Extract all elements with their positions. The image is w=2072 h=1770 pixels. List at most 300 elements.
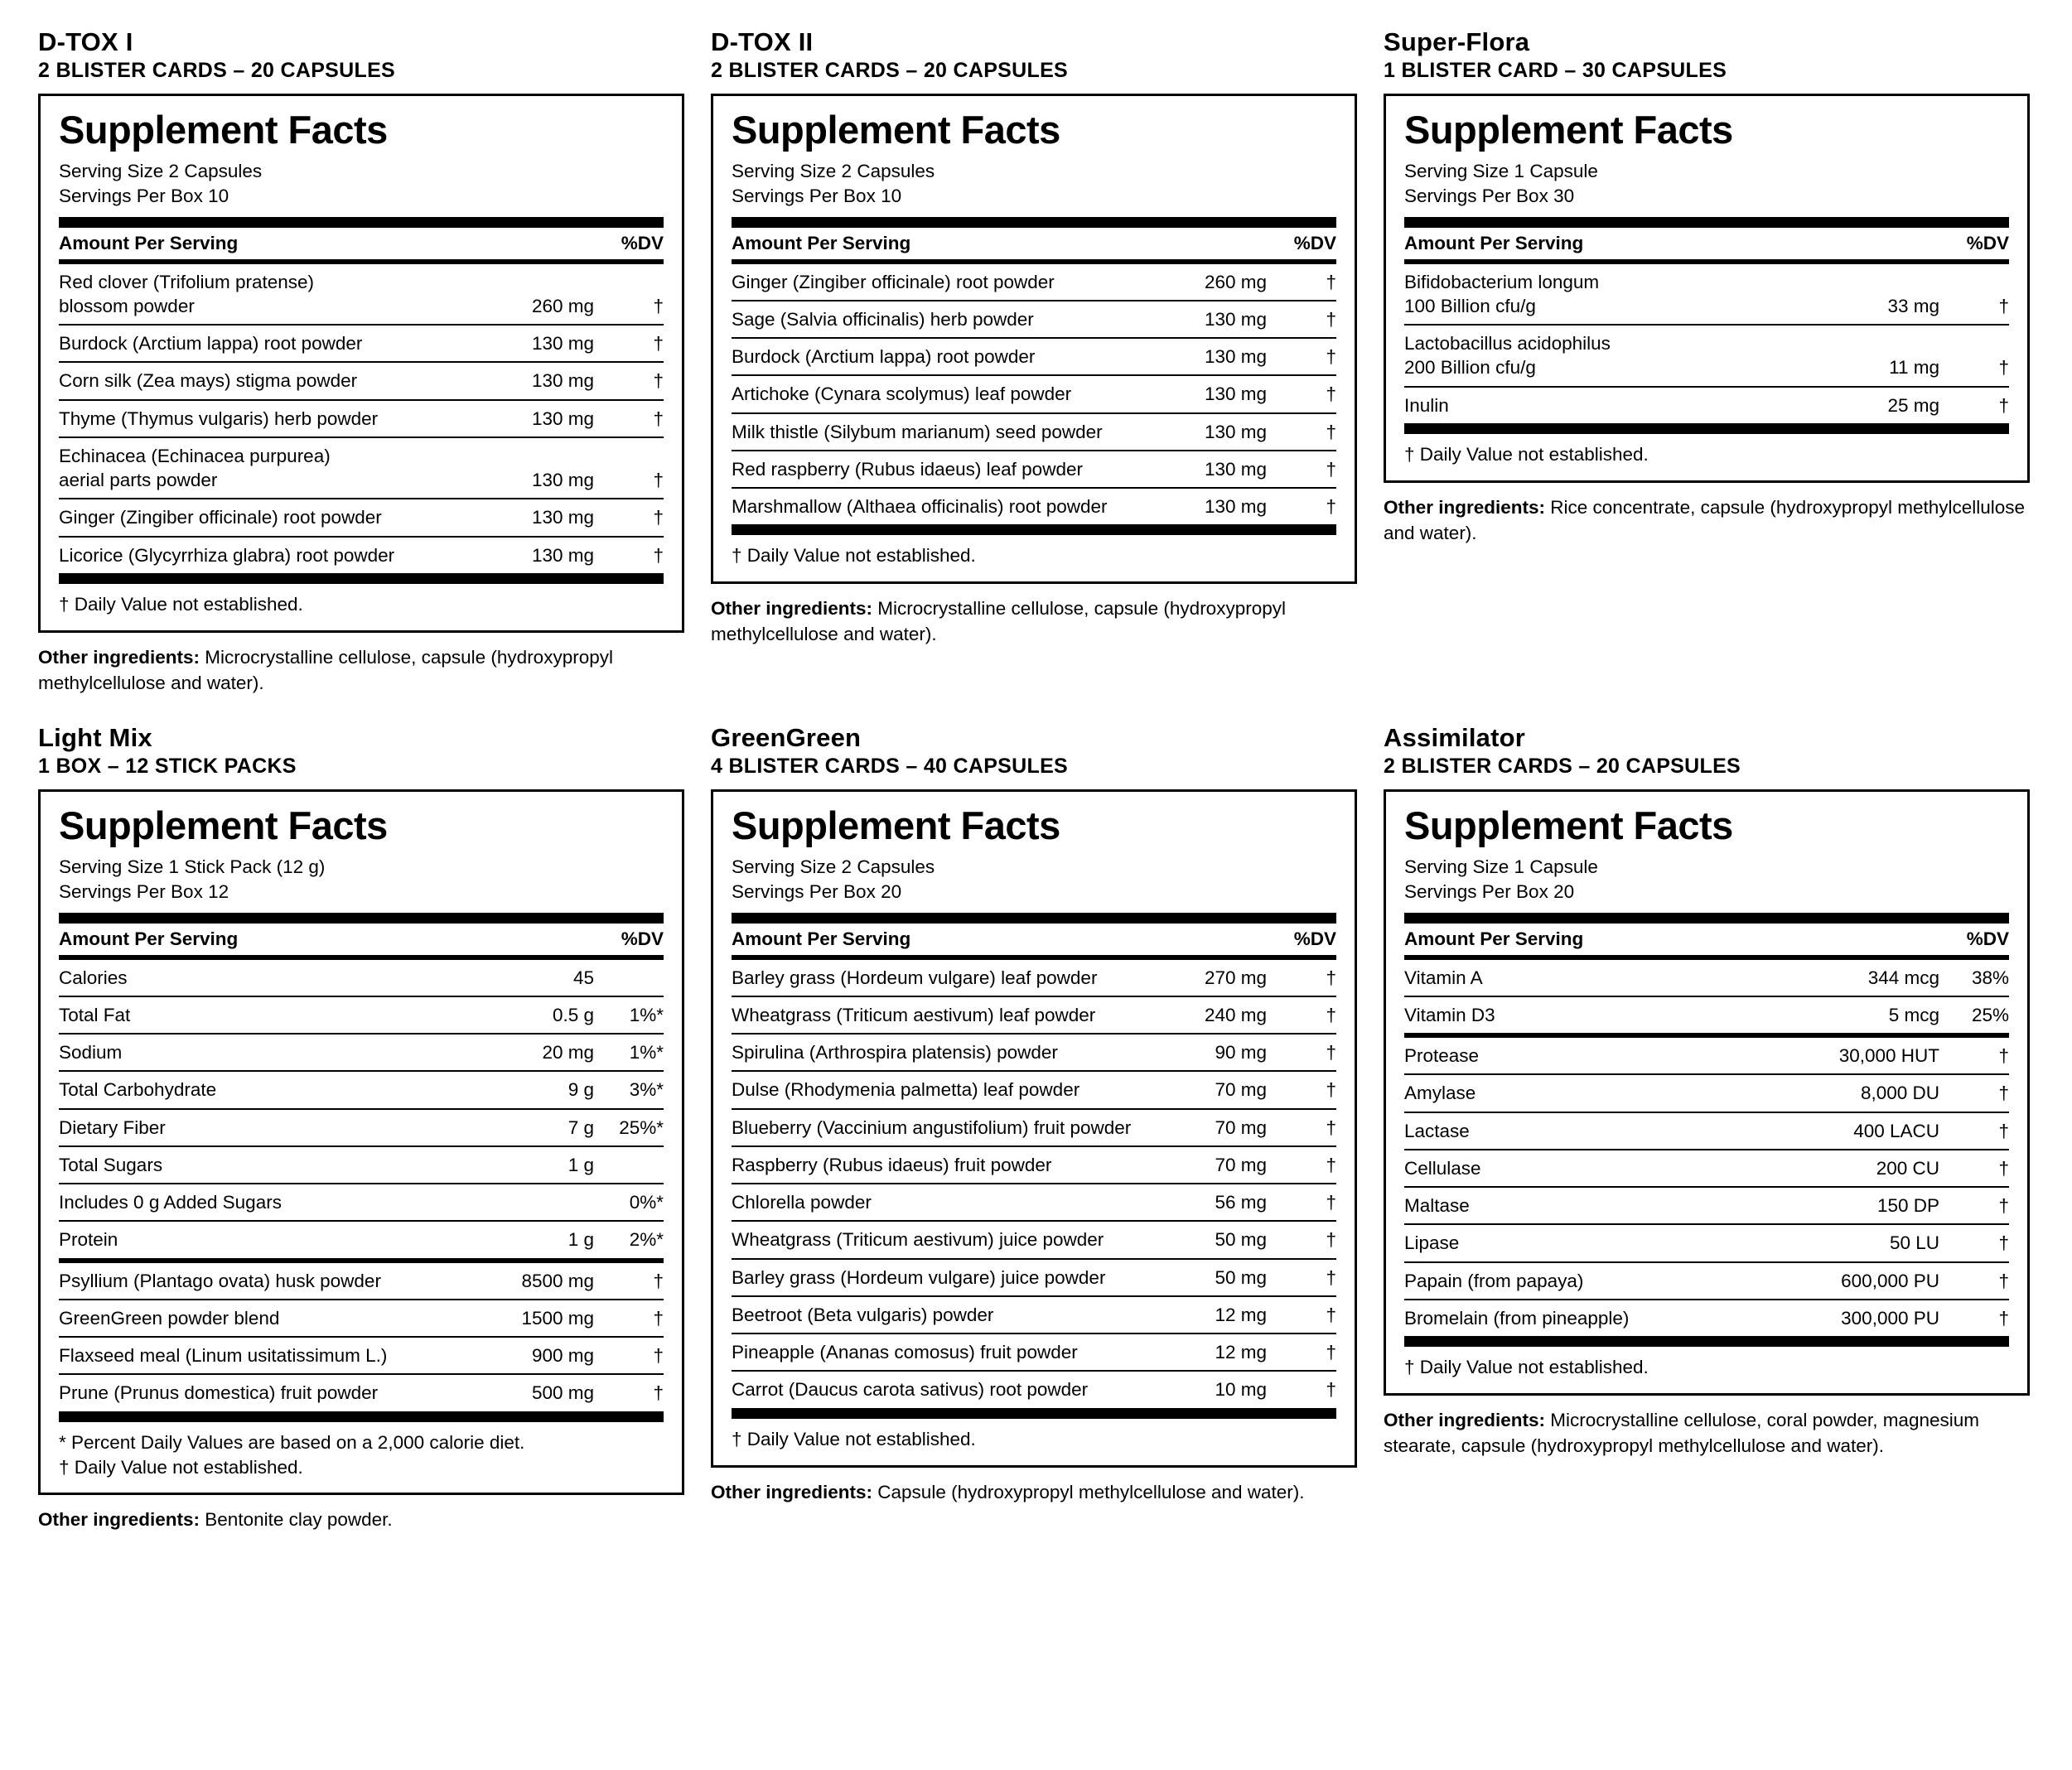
nutrient-amount: 130 mg bbox=[483, 362, 599, 399]
product-label-panel bbox=[38, 28, 684, 696]
table-row bbox=[1404, 1074, 2009, 1112]
nutrient-daily-value: † bbox=[1944, 1224, 2009, 1261]
other-ingredients-label: Other ingredients: bbox=[38, 646, 200, 668]
nutrient-amount: 1 g bbox=[568, 1229, 594, 1251]
serving-info bbox=[1404, 159, 2009, 209]
serving-info bbox=[732, 159, 1336, 209]
table-row bbox=[732, 1034, 1336, 1071]
table-row bbox=[732, 451, 1336, 488]
product-packaging: 4 BLISTER CARDS – 40 CAPSULES bbox=[711, 754, 1069, 778]
nutrient-daily-value bbox=[599, 1146, 664, 1184]
nutrient-name: Inulin bbox=[1404, 394, 1449, 416]
header-amount-per-serving: Amount Per Serving bbox=[59, 232, 239, 253]
nutrient-daily-value: † bbox=[1272, 264, 1336, 301]
nutrient-amount: 0.5 g bbox=[483, 996, 599, 1034]
product-name: Assimilator bbox=[1384, 722, 1526, 752]
nutrient-daily-value: † bbox=[1272, 1109, 1336, 1146]
supplement-facts-box bbox=[1384, 94, 2030, 482]
nutrient-name: Spirulina (Arthrospira platensis) powder bbox=[732, 1034, 1156, 1071]
serving-size: Serving Size 1 Stick Pack (12 g) bbox=[59, 856, 326, 877]
nutrient-name: Red raspberry (Rubus idaeus) leaf powder bbox=[732, 451, 1156, 488]
nutrient-daily-value: † bbox=[1998, 1307, 2009, 1329]
nutrient-amount: 10 mg bbox=[1215, 1379, 1267, 1401]
table-row bbox=[1404, 325, 2009, 387]
nutrient-name: Total Fat bbox=[59, 996, 483, 1034]
nutrient-amount: 30,000 HUT bbox=[1828, 1038, 1944, 1074]
nutrient-table bbox=[59, 1263, 664, 1411]
nutrient-daily-value: † bbox=[1272, 375, 1336, 412]
divider-thick bbox=[732, 913, 1336, 924]
product-name: Light Mix bbox=[38, 722, 152, 752]
nutrient-amount: 45 bbox=[483, 960, 599, 996]
table-row bbox=[1404, 960, 2009, 996]
nutrient-daily-value: † bbox=[599, 1300, 664, 1337]
table-row bbox=[59, 960, 664, 996]
nutrient-daily-value: † bbox=[1272, 1184, 1336, 1221]
product-label-panel bbox=[1384, 724, 2030, 1533]
table-row bbox=[59, 1071, 664, 1108]
serving-info bbox=[1404, 855, 2009, 904]
nutrient-table bbox=[59, 264, 664, 573]
divider-thick bbox=[732, 524, 1336, 535]
supplement-facts-title: Supplement Facts bbox=[59, 108, 388, 152]
nutrient-name: Lactase bbox=[1404, 1112, 1828, 1150]
nutrient-amount: 240 mg bbox=[1156, 996, 1272, 1034]
nutrient-name: Ginger (Zingiber officinale) root powder bbox=[59, 499, 483, 536]
table-row bbox=[59, 537, 664, 573]
other-ingredients bbox=[38, 644, 684, 696]
table-row bbox=[1404, 264, 2009, 326]
nutrient-amount: 7 g bbox=[483, 1109, 599, 1146]
header-amount-per-serving: Amount Per Serving bbox=[732, 928, 911, 949]
supplement-labels-grid bbox=[38, 28, 2034, 1532]
nutrient-name: Dietary Fiber bbox=[59, 1109, 483, 1146]
nutrient-amount: 11 mg bbox=[1828, 325, 1944, 387]
other-ingredients-label: Other ingredients: bbox=[711, 1481, 873, 1502]
nutrient-daily-value: † bbox=[1998, 394, 2009, 416]
nutrient-amount: 130 mg bbox=[1156, 413, 1272, 451]
nutrient-name: Cellulase bbox=[1404, 1150, 1828, 1187]
nutrient-daily-value: † bbox=[1944, 1150, 2009, 1187]
table-row bbox=[59, 1109, 664, 1146]
header-amount-per-serving: Amount Per Serving bbox=[1404, 928, 1584, 949]
nutrient-name: Sodium bbox=[59, 1034, 483, 1071]
nutrient-daily-value: † bbox=[1272, 1221, 1336, 1258]
divider-thick bbox=[1404, 1336, 2009, 1347]
table-row bbox=[732, 338, 1336, 375]
nutrient-daily-value: † bbox=[1944, 1074, 2009, 1112]
table-row bbox=[59, 1337, 664, 1374]
divider-thick bbox=[59, 573, 664, 584]
other-ingredients-text: Microcrystalline cellulose, coral powder, magnesium stearate, capsule (hydroxypropyl methylcellulose and water). bbox=[1384, 1410, 1979, 1457]
nutrient-daily-value: † bbox=[1944, 264, 2009, 326]
footnote: † Daily Value not established. bbox=[1404, 1357, 1649, 1378]
nutrient-amount: 25 mg bbox=[1887, 394, 1939, 416]
nutrient-amount: 200 CU bbox=[1828, 1150, 1944, 1187]
nutrient-name: Ginger (Zingiber officinale) root powder bbox=[732, 264, 1156, 301]
table-row bbox=[732, 996, 1336, 1034]
nutrient-amount: 8,000 DU bbox=[1828, 1074, 1944, 1112]
divider-thick bbox=[59, 217, 664, 228]
serving-size: Serving Size 2 Capsules bbox=[59, 160, 263, 181]
servings-per-box: Servings Per Box 10 bbox=[59, 185, 229, 206]
nutrient-amount: 70 mg bbox=[1156, 1146, 1272, 1184]
table-row bbox=[732, 1071, 1336, 1108]
divider-thick bbox=[1404, 217, 2009, 228]
header-percent-dv: %DV bbox=[1966, 928, 2009, 949]
servings-per-box: Servings Per Box 20 bbox=[1404, 880, 1575, 902]
nutrient-amount: 50 mg bbox=[1156, 1221, 1272, 1258]
nutrient-name: Bifidobacterium longum 100 Billion cfu/g bbox=[1404, 264, 1828, 326]
table-row bbox=[732, 1146, 1336, 1184]
table-row bbox=[59, 1221, 664, 1257]
header-percent-dv: %DV bbox=[1966, 232, 2009, 253]
nutrient-amount: 600,000 PU bbox=[1828, 1262, 1944, 1300]
other-ingredients-text: Microcrystalline cellulose, capsule (hydroxypropyl methylcellulose and water). bbox=[711, 598, 1286, 645]
nutrient-name: Burdock (Arctium lappa) root powder bbox=[732, 338, 1156, 375]
header-percent-dv: %DV bbox=[1293, 928, 1336, 949]
nutrient-daily-value bbox=[599, 960, 664, 996]
other-ingredients-text: Bentonite clay powder. bbox=[200, 1509, 393, 1531]
nutrient-daily-value: † bbox=[653, 544, 664, 566]
nutrient-daily-value: † bbox=[1272, 451, 1336, 488]
table-row bbox=[732, 1259, 1336, 1296]
product-name: D-TOX I bbox=[38, 27, 133, 56]
divider-thick bbox=[59, 913, 664, 924]
nutrient-amount: 130 mg bbox=[483, 325, 599, 362]
nutrient-amount: 20 mg bbox=[483, 1034, 599, 1071]
nutrient-name: Protease bbox=[1404, 1038, 1828, 1074]
nutrient-amount: 130 mg bbox=[1156, 338, 1272, 375]
nutrient-name: Lactobacillus acidophilus 200 Billion cfu/g bbox=[1404, 325, 1828, 387]
serving-size: Serving Size 1 Capsule bbox=[1404, 160, 1598, 181]
servings-per-box: Servings Per Box 30 bbox=[1404, 185, 1575, 206]
nutrient-amount: 270 mg bbox=[1156, 960, 1272, 996]
nutrient-amount: 130 mg bbox=[1204, 496, 1267, 518]
nutrient-name: Licorice (Glycyrrhiza glabra) root powder bbox=[59, 544, 395, 566]
nutrient-daily-value: † bbox=[1272, 1071, 1336, 1108]
serving-size: Serving Size 1 Capsule bbox=[1404, 856, 1598, 877]
servings-per-box: Servings Per Box 20 bbox=[732, 880, 902, 902]
nutrient-name: Prune (Prunus domestica) fruit powder bbox=[59, 1382, 379, 1404]
nutrient-daily-value: 38% bbox=[1944, 960, 2009, 996]
supplement-facts-title: Supplement Facts bbox=[1404, 803, 1733, 848]
nutrient-amount: 56 mg bbox=[1156, 1184, 1272, 1221]
product-name: D-TOX II bbox=[711, 27, 814, 56]
nutrient-name: Burdock (Arctium lappa) root powder bbox=[59, 325, 483, 362]
table-row bbox=[59, 400, 664, 437]
footnote: † Daily Value not established. bbox=[732, 1428, 976, 1449]
table-row bbox=[59, 1184, 664, 1221]
nutrient-amount: 400 LACU bbox=[1828, 1112, 1944, 1150]
supplement-facts-box bbox=[38, 94, 684, 632]
supplement-facts-box bbox=[38, 789, 684, 1495]
nutrient-daily-value: † bbox=[599, 437, 664, 499]
table-row bbox=[1404, 387, 2009, 423]
nutrient-name: Echinacea (Echinacea purpurea) aerial parts powder bbox=[59, 437, 483, 499]
other-ingredients bbox=[711, 1479, 1357, 1505]
nutrient-daily-value: † bbox=[1272, 301, 1336, 338]
nutrient-name: Dulse (Rhodymenia palmetta) leaf powder bbox=[732, 1071, 1156, 1108]
nutrient-daily-value: † bbox=[1272, 1334, 1336, 1371]
serving-info bbox=[59, 159, 664, 209]
nutrient-daily-value: † bbox=[599, 400, 664, 437]
nutrient-name: Total Carbohydrate bbox=[59, 1071, 483, 1108]
nutrient-daily-value: 1%* bbox=[599, 996, 664, 1034]
nutrient-amount: 260 mg bbox=[483, 264, 599, 326]
table-header bbox=[59, 228, 664, 259]
nutrient-daily-value: † bbox=[1944, 1187, 2009, 1224]
nutrient-name: Bromelain (from pineapple) bbox=[1404, 1307, 1630, 1329]
nutrient-name: Sage (Salvia officinalis) herb powder bbox=[732, 301, 1156, 338]
footnote: * Percent Daily Values are based on a 2,000 calorie diet. † Daily Value not established. bbox=[59, 1431, 525, 1478]
supplement-facts-title: Supplement Facts bbox=[59, 803, 388, 848]
table-row bbox=[59, 437, 664, 499]
nutrient-daily-value: 2%* bbox=[629, 1229, 664, 1251]
divider-thick bbox=[1404, 913, 2009, 924]
table-row bbox=[1404, 1300, 2009, 1336]
serving-size: Serving Size 2 Capsules bbox=[732, 160, 935, 181]
table-row bbox=[1404, 1262, 2009, 1300]
header-percent-dv: %DV bbox=[621, 232, 664, 253]
footnote: † Daily Value not established. bbox=[1404, 443, 1649, 465]
divider-thick bbox=[1404, 423, 2009, 434]
footnote: † Daily Value not established. bbox=[59, 593, 303, 615]
divider-thick bbox=[732, 217, 1336, 228]
nutrient-daily-value: † bbox=[1272, 996, 1336, 1034]
nutrient-daily-value: † bbox=[1326, 496, 1336, 518]
other-ingredients bbox=[711, 596, 1357, 647]
table-header bbox=[732, 228, 1336, 259]
nutrient-name: Wheatgrass (Triticum aestivum) juice powder bbox=[732, 1221, 1156, 1258]
nutrient-amount: 300,000 PU bbox=[1841, 1307, 1939, 1329]
nutrient-amount: 130 mg bbox=[1156, 301, 1272, 338]
nutrient-daily-value: † bbox=[1272, 1146, 1336, 1184]
nutrient-name: Includes 0 g Added Sugars bbox=[59, 1184, 483, 1221]
product-packaging: 1 BLISTER CARD – 30 CAPSULES bbox=[1384, 58, 1727, 82]
nutrient-amount: 50 LU bbox=[1828, 1224, 1944, 1261]
product-packaging: 2 BLISTER CARDS – 20 CAPSULES bbox=[1384, 754, 1741, 778]
nutrient-name: Milk thistle (Silybum marianum) seed powder bbox=[732, 413, 1156, 451]
nutrient-daily-value: 3%* bbox=[599, 1071, 664, 1108]
table-row bbox=[1404, 1112, 2009, 1150]
other-ingredients-text: Capsule (hydroxypropyl methylcellulose and water). bbox=[872, 1481, 1305, 1502]
nutrient-daily-value: † bbox=[599, 499, 664, 536]
nutrient-name: Pineapple (Ananas comosus) fruit powder bbox=[732, 1334, 1156, 1371]
table-header bbox=[732, 924, 1336, 955]
nutrient-daily-value: 1%* bbox=[599, 1034, 664, 1071]
nutrient-amount: 5 mcg bbox=[1888, 1004, 1939, 1025]
table-row bbox=[1404, 1187, 2009, 1224]
table-row bbox=[732, 1334, 1336, 1371]
table-row bbox=[732, 488, 1336, 524]
nutrient-amount: 12 mg bbox=[1156, 1334, 1272, 1371]
other-ingredients bbox=[1384, 494, 2030, 546]
nutrient-amount: 150 DP bbox=[1828, 1187, 1944, 1224]
divider-thick bbox=[59, 1411, 664, 1422]
nutrient-name: Artichoke (Cynara scolymus) leaf powder bbox=[732, 375, 1156, 412]
nutrient-daily-value: † bbox=[1272, 338, 1336, 375]
nutrient-name: Corn silk (Zea mays) stigma powder bbox=[59, 362, 483, 399]
nutrient-amount: 260 mg bbox=[1156, 264, 1272, 301]
nutrient-daily-value: † bbox=[1272, 960, 1336, 996]
other-ingredients-label: Other ingredients: bbox=[1384, 1410, 1546, 1430]
product-label-panel bbox=[711, 28, 1357, 696]
other-ingredients-text: Microcrystalline cellulose, capsule (hydroxypropyl methylcellulose and water). bbox=[38, 646, 613, 693]
nutrient-amount: 344 mcg bbox=[1828, 960, 1944, 996]
product-name: GreenGreen bbox=[711, 722, 862, 752]
table-row bbox=[59, 996, 664, 1034]
nutrient-amount: 130 mg bbox=[483, 400, 599, 437]
nutrient-amount: 900 mg bbox=[483, 1337, 599, 1374]
nutrient-amount: 9 g bbox=[483, 1071, 599, 1108]
supplement-facts-title: Supplement Facts bbox=[732, 108, 1060, 152]
nutrient-daily-value: † bbox=[599, 362, 664, 399]
nutrient-table bbox=[732, 264, 1336, 525]
other-ingredients bbox=[38, 1507, 684, 1532]
header-percent-dv: %DV bbox=[1293, 232, 1336, 253]
table-row bbox=[59, 499, 664, 536]
nutrient-name: GreenGreen powder blend bbox=[59, 1300, 483, 1337]
nutrient-name: Wheatgrass (Triticum aestivum) leaf powder bbox=[732, 996, 1156, 1034]
nutrient-table bbox=[1404, 264, 2009, 423]
nutrient-amount: 70 mg bbox=[1156, 1071, 1272, 1108]
nutrient-daily-value: † bbox=[599, 325, 664, 362]
nutrient-daily-value: † bbox=[599, 1263, 664, 1300]
product-label-panel bbox=[38, 724, 684, 1533]
table-row bbox=[1404, 1150, 2009, 1187]
nutrient-daily-value: † bbox=[1272, 1034, 1336, 1071]
table-row bbox=[59, 1263, 664, 1300]
other-ingredients-label: Other ingredients: bbox=[1384, 496, 1546, 518]
nutrient-amount: 33 mg bbox=[1828, 264, 1944, 326]
servings-per-box: Servings Per Box 10 bbox=[732, 185, 902, 206]
table-row bbox=[732, 301, 1336, 338]
product-packaging: 2 BLISTER CARDS – 20 CAPSULES bbox=[711, 58, 1069, 82]
nutrient-name: Carrot (Daucus carota sativus) root powder bbox=[732, 1379, 1089, 1401]
table-row bbox=[732, 1109, 1336, 1146]
nutrient-amount: 12 mg bbox=[1156, 1296, 1272, 1334]
servings-per-box: Servings Per Box 12 bbox=[59, 880, 229, 902]
nutrient-name: Red clover (Trifolium pratense) blossom powder bbox=[59, 264, 483, 326]
nutrient-name: Barley grass (Hordeum vulgare) juice powder bbox=[732, 1259, 1156, 1296]
product-label-panel bbox=[1384, 28, 2030, 696]
table-row bbox=[732, 413, 1336, 451]
other-ingredients-label: Other ingredients: bbox=[711, 598, 873, 620]
nutrient-name: Thyme (Thymus vulgaris) herb powder bbox=[59, 400, 483, 437]
table-row bbox=[59, 325, 664, 362]
supplement-facts-box bbox=[711, 789, 1357, 1467]
nutrient-daily-value: † bbox=[599, 264, 664, 326]
table-row bbox=[59, 1034, 664, 1071]
table-header bbox=[1404, 228, 2009, 259]
nutrient-name: Chlorella powder bbox=[732, 1184, 1156, 1221]
table-row bbox=[1404, 1038, 2009, 1074]
supplement-facts-box bbox=[711, 94, 1357, 584]
other-ingredients-text: Rice concentrate, capsule (hydroxypropyl methylcellulose and water). bbox=[1384, 496, 2026, 543]
nutrient-amount: 130 mg bbox=[483, 499, 599, 536]
nutrient-amount: 130 mg bbox=[1156, 451, 1272, 488]
header-amount-per-serving: Amount Per Serving bbox=[59, 928, 239, 949]
divider-thick bbox=[732, 1408, 1336, 1419]
nutrient-table bbox=[732, 960, 1336, 1408]
nutrient-name: Total Sugars bbox=[59, 1146, 483, 1184]
product-packaging: 1 BOX – 12 STICK PACKS bbox=[38, 754, 297, 778]
header-amount-per-serving: Amount Per Serving bbox=[732, 232, 911, 253]
other-ingredients-label: Other ingredients: bbox=[38, 1509, 200, 1531]
table-row bbox=[59, 1300, 664, 1337]
nutrient-amount: 130 mg bbox=[483, 437, 599, 499]
supplement-facts-title: Supplement Facts bbox=[732, 803, 1060, 848]
nutrient-daily-value: † bbox=[1272, 1296, 1336, 1334]
nutrient-name: Beetroot (Beta vulgaris) powder bbox=[732, 1296, 1156, 1334]
table-header bbox=[1404, 924, 2009, 955]
nutrient-daily-value: 25% bbox=[1971, 1004, 2009, 1025]
table-row bbox=[732, 1184, 1336, 1221]
nutrient-amount: 50 mg bbox=[1156, 1259, 1272, 1296]
nutrient-daily-value: 25%* bbox=[599, 1109, 664, 1146]
nutrient-daily-value: † bbox=[1326, 1379, 1336, 1401]
nutrient-daily-value: 0%* bbox=[599, 1184, 664, 1221]
supplement-facts-box bbox=[1384, 789, 2030, 1396]
table-row bbox=[59, 1374, 664, 1411]
nutrient-amount: 70 mg bbox=[1156, 1109, 1272, 1146]
header-amount-per-serving: Amount Per Serving bbox=[1404, 232, 1584, 253]
nutrient-name: Blueberry (Vaccinium angustifolium) fruit powder bbox=[732, 1109, 1156, 1146]
serving-info bbox=[732, 855, 1336, 904]
serving-size: Serving Size 2 Capsules bbox=[732, 856, 935, 877]
nutrient-name: Maltase bbox=[1404, 1187, 1828, 1224]
table-row bbox=[59, 1146, 664, 1184]
table-row bbox=[732, 1371, 1336, 1407]
nutrient-name: Flaxseed meal (Linum usitatissimum L.) bbox=[59, 1337, 483, 1374]
nutrient-amount: 130 mg bbox=[1156, 375, 1272, 412]
serving-info bbox=[59, 855, 664, 904]
other-ingredients bbox=[1384, 1407, 2030, 1459]
nutrient-name: Calories bbox=[59, 960, 483, 996]
nutrient-daily-value: † bbox=[1944, 1262, 2009, 1300]
nutrient-name: Raspberry (Rubus idaeus) fruit powder bbox=[732, 1146, 1156, 1184]
product-name: Super-Flora bbox=[1384, 27, 1530, 56]
supplement-facts-title: Supplement Facts bbox=[1404, 108, 1733, 152]
product-packaging: 2 BLISTER CARDS – 20 CAPSULES bbox=[38, 58, 396, 82]
table-row bbox=[59, 362, 664, 399]
table-header bbox=[59, 924, 664, 955]
nutrient-amount: 1 g bbox=[483, 1146, 599, 1184]
nutrient-amount bbox=[483, 1184, 599, 1221]
table-row bbox=[732, 1296, 1336, 1334]
nutrient-name: Psyllium (Plantago ovata) husk powder bbox=[59, 1263, 483, 1300]
footnote: † Daily Value not established. bbox=[732, 545, 976, 567]
nutrient-name: Protein bbox=[59, 1229, 118, 1251]
product-label-panel bbox=[711, 724, 1357, 1533]
nutrient-daily-value: † bbox=[653, 1382, 664, 1404]
nutrient-amount: 90 mg bbox=[1156, 1034, 1272, 1071]
nutrient-name: Vitamin A bbox=[1404, 960, 1828, 996]
nutrient-daily-value: † bbox=[1272, 1259, 1336, 1296]
nutrient-name: Barley grass (Hordeum vulgare) leaf powder bbox=[732, 960, 1156, 996]
nutrient-amount: 1500 mg bbox=[483, 1300, 599, 1337]
nutrient-daily-value: † bbox=[1944, 1038, 2009, 1074]
nutrient-name: Amylase bbox=[1404, 1074, 1828, 1112]
nutrient-daily-value: † bbox=[1944, 325, 2009, 387]
nutrient-name: Vitamin D3 bbox=[1404, 1004, 1495, 1025]
table-row bbox=[732, 375, 1336, 412]
nutrient-daily-value: † bbox=[1944, 1112, 2009, 1150]
nutrient-table bbox=[1404, 960, 2009, 1034]
table-row bbox=[1404, 996, 2009, 1033]
nutrient-daily-value: † bbox=[599, 1337, 664, 1374]
